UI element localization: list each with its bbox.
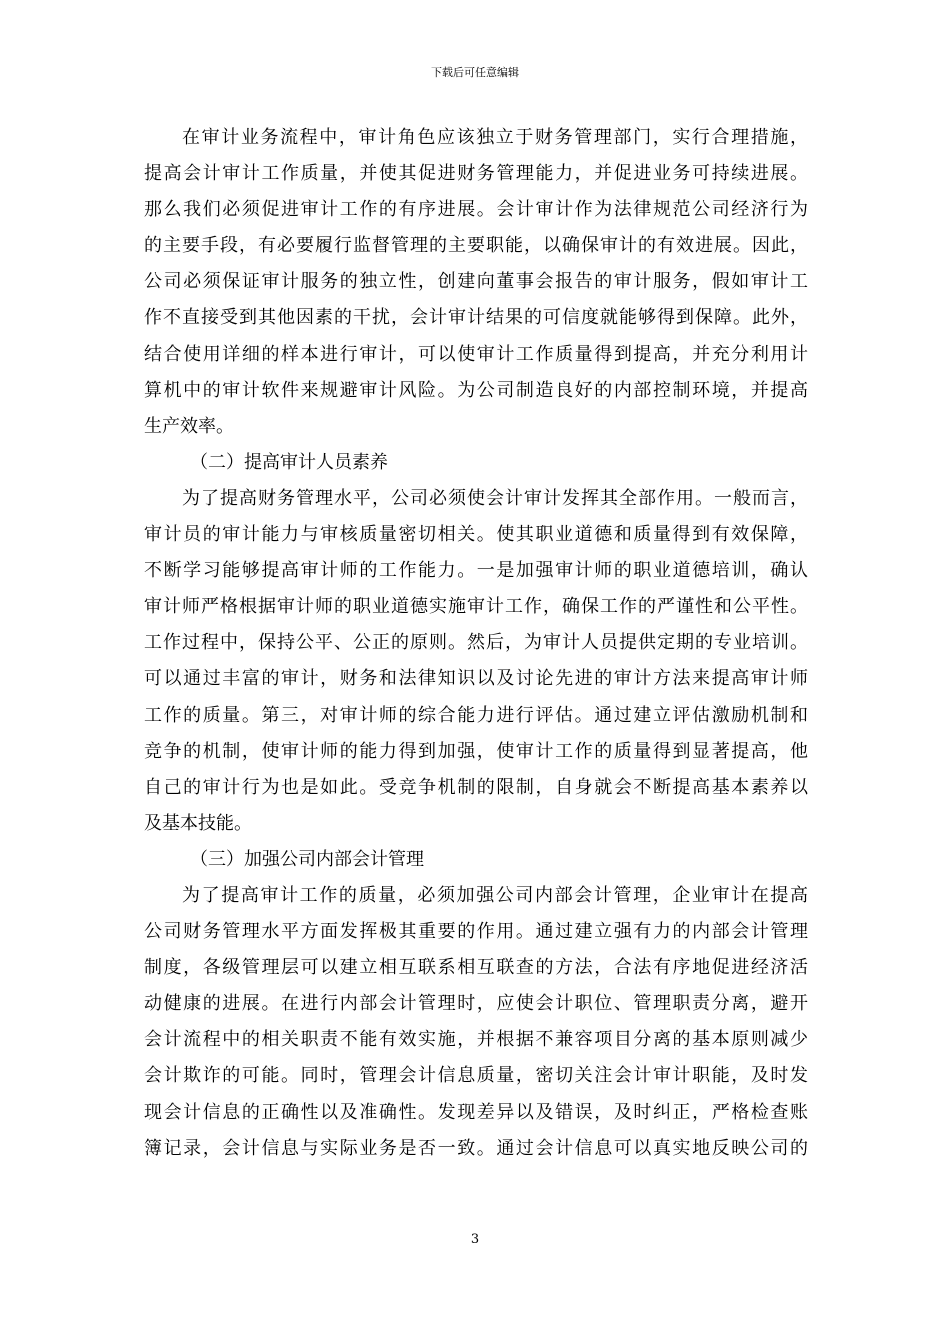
text-line: 生产效率。: [144, 415, 234, 437]
text-line: 在审计业务流程中，审计角色应该独立于财务管理部门，实行合理措施，: [182, 127, 808, 148]
text-line: 簿记录，会计信息与实际业务是否一致。通过会计信息可以真实地反映公司的: [144, 1137, 808, 1159]
text-line: 工作过程中，保持公平、公正的原则。然后，为审计人员提供定期的专业培训。: [144, 632, 808, 654]
text-line: 公司必须保证审计服务的独立性，创建向董事会报告的审计服务，假如审计工: [144, 271, 808, 293]
text-line: 那么我们必须促进审计工作的有序进展。会计审计作为法律规范公司经济行为: [144, 199, 808, 221]
text-line: 公司财务管理水平方面发挥极其重要的作用。通过建立强有力的内部会计管理: [144, 921, 808, 943]
text-line: 现会计信息的正确性以及准确性。发现差异以及错误，及时纠正，严格检查账: [144, 1101, 808, 1123]
page-number: 3: [470, 1232, 480, 1247]
text-line: 及基本技能。: [144, 812, 252, 834]
text-line: 提高会计审计工作质量，并使其促进财务管理能力，并促进业务可持续进展。: [144, 163, 808, 185]
text-line: 工作的质量。第三，对审计师的综合能力进行评估。通过建立评估激励机制和: [144, 704, 808, 726]
text-line: 为了提高审计工作的质量，必须加强公司内部会计管理，企业审计在提高: [182, 884, 808, 906]
section-heading: （三）加强公司内部会计管理: [190, 848, 424, 870]
section-heading: （二）提高审计人员素养: [190, 451, 388, 473]
text-line: 结合使用详细的样本进行审计，可以使审计工作质量得到提高，并充分利用计: [144, 343, 808, 365]
text-line: 动健康的进展。在进行内部会计管理时，应使会计职位、管理职责分离，避开: [144, 993, 808, 1015]
text-line: 为了提高财务管理水平，公司必须使会计审计发挥其全部作用。一般而言，: [182, 487, 808, 509]
text-line: 算机中的审计软件来规避审计风险。为公司制造良好的内部控制环境，并提高: [144, 379, 808, 401]
text-line: 会计欺诈的可能。同时，管理会计信息质量，密切关注会计审计职能，及时发: [144, 1065, 808, 1087]
text-line: 作不直接受到其他因素的干扰，会计审计结果的可信度就能够得到保障。此外，: [144, 307, 808, 329]
text-line: 竞争的机制，使审计师的能力得到加强，使审计工作的质量得到显著提高，他: [144, 740, 808, 762]
text-line: 会计流程中的相关职责不能有效实施，并根据不兼容项目分离的基本原则减少: [144, 1029, 808, 1051]
text-line: 审计师严格根据审计师的职业道德实施审计工作，确保工作的严谨性和公平性。: [144, 596, 808, 618]
text-line: 的主要手段，有必要履行监督管理的主要职能，以确保审计的有效进展。因此，: [144, 235, 808, 257]
body-text: [144, 120, 808, 1167]
text-line: 可以通过丰富的审计，财务和法律知识以及讨论先进的审计方法来提高审计师: [144, 668, 808, 690]
text-line: 审计员的审计能力与审核质量密切相关。使其职业道德和质量得到有效保障，: [144, 524, 808, 546]
text-line: 制度，各级管理层可以建立相互联系相互联查的方法，合法有序地促进经济活: [144, 957, 808, 979]
page-header: 下载后可任意编辑: [431, 66, 519, 79]
text-line: 自己的审计行为也是如此。受竞争机制的限制，自身就会不断提高基本素养以: [144, 776, 808, 798]
text-line: 不断学习能够提高审计师的工作能力。一是加强审计师的职业道德培训，确认: [144, 560, 808, 582]
